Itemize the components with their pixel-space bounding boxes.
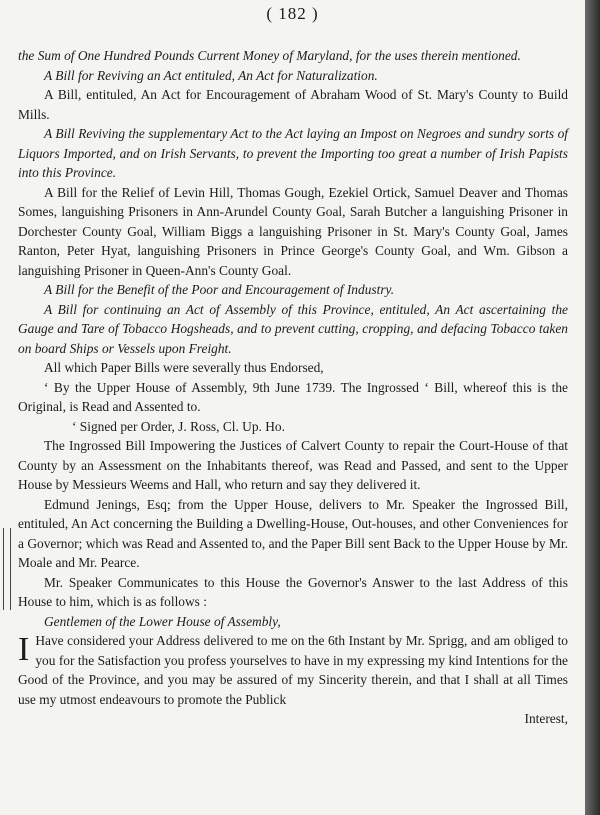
paragraph: A Bill for the Relief of Levin Hill, Thomas Gough, Ezekiel Ortick, Samuel Deaver and Thomas Somes, languishing Prisoners in Ann-Arundel County Goal, Sarah Butcher a languishing Prisoner in Dorchester County Goal, William Biggs a languishing Prisoner in St. Mary's County Goal, James Ranton, Peter Hyat, languishing Prisoners in Prince George's County Goal, and Wm. Gibson a languishing Prisoner in Queen-Ann's County Goal. <box>18 184 568 278</box>
drop-cap: I <box>18 631 30 668</box>
endorsement-quote: ‘ By the Upper House of Assembly, 9th June 1739. The Ingrossed ‘ Bill, whereof this is the Original, is Read and Assented to. <box>18 379 568 414</box>
catchword: Interest, <box>524 711 568 726</box>
page-edge-shadow <box>585 0 600 815</box>
paragraph: A Bill Reviving the supplementary Act to the Act laying an Impost on Negroes and sundry sorts of Liquors Imported, and on Irish Servants, to prevent the Importing too great a number of Irish Papists into this Province. <box>18 126 568 180</box>
margin-bracket-mark <box>3 528 11 610</box>
signature-line: ‘ Signed per Order, J. Ross, Cl. Up. Ho. <box>72 418 285 434</box>
paragraph: The Ingrossed Bill Impowering the Justices of Calvert County to repair the Court-House of that County by an Assessment on the Inhabitants thereof, was Read and Passed, and sent to the Upper House by Messieurs Weems and Hall, who return and say they delivered it. <box>18 438 568 492</box>
paragraph: Edmund Jenings, Esq; from the Upper House, delivers to Mr. Speaker the Ingrossed Bill, entituled, An Act concerning the Building a Dwelling-House, Out-houses, and other Conveniences for a Governor; which was Read and Assented to, and the Paper Bill sent Back to the Upper House by Mr. Moale and Mr. Pearce. <box>18 496 568 570</box>
paragraph: the Sum of One Hundred Pounds Current Money of Maryland, for the uses therein mentioned. <box>18 48 521 63</box>
letter-text: Have considered your Address delivered to me on the 6th Instant by Mr. Sprigg, and am obliged to you for the Satisfaction you profess yourselves to have in my expressing my kind Intentions for the Good of the Province, and you may be assured of my Sincerity therein, and that I shall at all Times use my utmost endeavours to promote the Publick <box>18 633 568 707</box>
page-number: ( 182 ) <box>266 4 319 23</box>
paragraph: A Bill for continuing an Act of Assembly of this Province, entituled, An Act ascertaining the Gauge and Tare of Tobacco Hogsheads, and to prevent cutting, cropping, and defacing Tobacco taken on board Ships or Vessels upon Freight. <box>18 301 568 356</box>
salutation: Gentlemen of the Lower House of Assembly, <box>44 613 281 629</box>
paragraph: All which Paper Bills were severally thus Endorsed, <box>44 360 324 375</box>
paragraph: A Bill, entituled, An Act for Encouragement of Abraham Wood of St. Mary's County to Build Mills. <box>18 87 568 122</box>
paragraph: Mr. Speaker Communicates to this House the Governor's Answer to the last Address of this House to him, which is as follows : <box>18 574 568 609</box>
paragraph: A Bill for Reviving an Act entituled, An Act for Naturalization. <box>44 67 378 83</box>
page-body <box>18 46 568 729</box>
letter-paragraph <box>18 631 568 709</box>
paragraph: A Bill for the Benefit of the Poor and Encouragement of Industry. <box>44 282 395 297</box>
